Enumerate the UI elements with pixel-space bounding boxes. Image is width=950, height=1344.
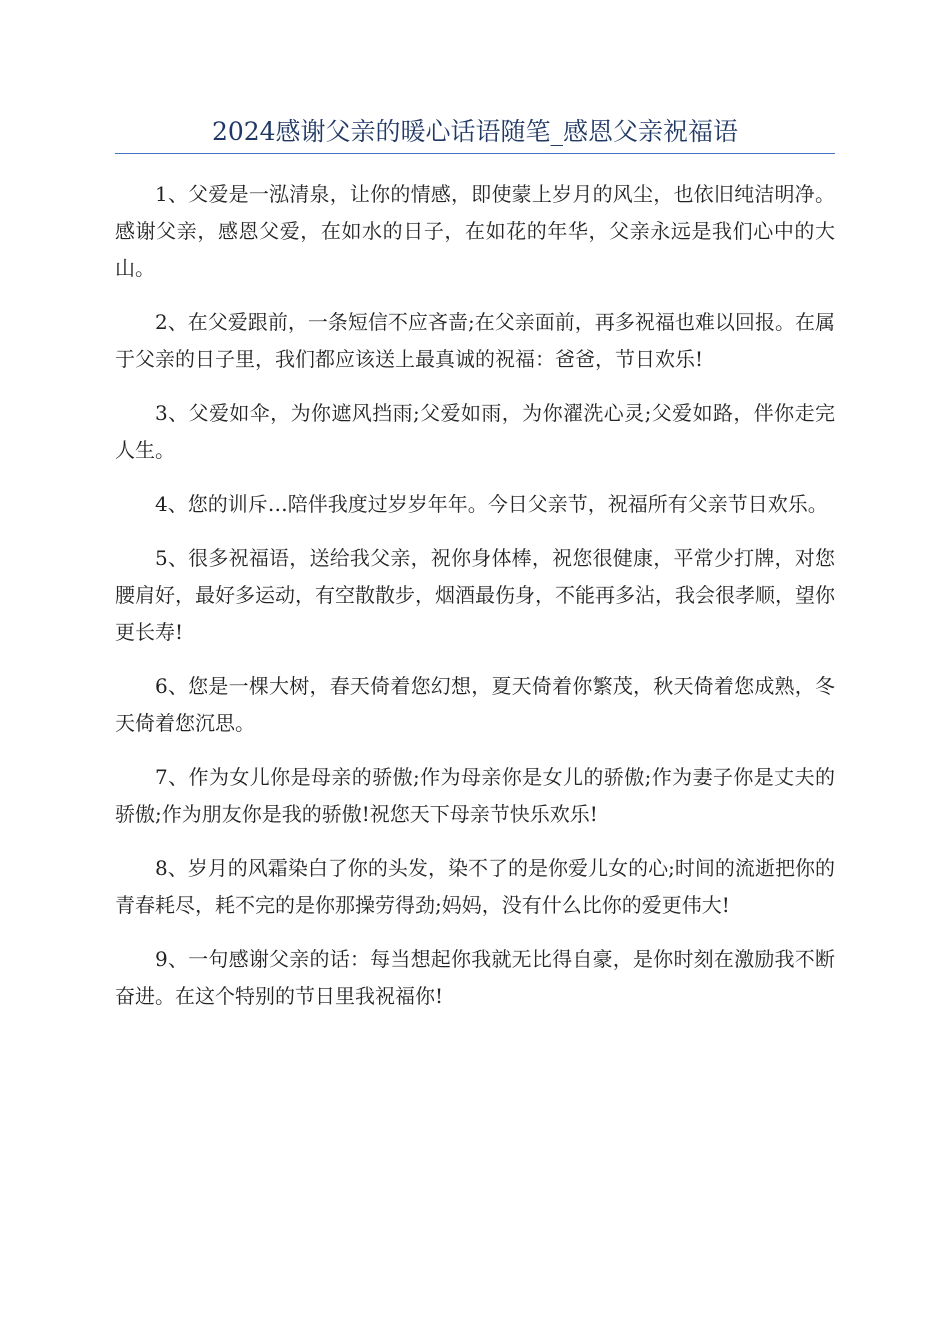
- paragraph-3: 3、父爱如伞，为你遮风挡雨;父爱如雨，为你濯洗心灵;父爱如路，伴你走完人生。: [115, 401, 835, 462]
- paragraph-7: 7、作为女儿你是母亲的骄傲;作为母亲你是女儿的骄傲;作为妻子你是丈夫的骄傲;作为朋友你是我的骄傲!祝您天下母亲节快乐欢乐!: [115, 765, 835, 826]
- paragraph-5: 5、很多祝福语，送给我父亲，祝你身体棒，祝您很健康，平常少打牌，对您腰肩好，最好多运动，有空散散步，烟酒最伤身，不能再多沾，我会很孝顺，望你更长寿!: [115, 546, 835, 644]
- document-title: 2024感谢父亲的暖心话语随笔_感恩父亲祝福语: [211, 117, 739, 146]
- paragraph-9: 9、一句感谢父亲的话：每当想起你我就无比得自豪，是你时刻在激励我不断奋进。在这个特别的节日里我祝福你!: [115, 947, 835, 1008]
- paragraph-6: 6、您是一棵大树，春天倚着您幻想，夏天倚着你繁茂，秋天倚着您成熟，冬天倚着您沉思。: [115, 674, 835, 735]
- paragraph-8: 8、岁月的风霜染白了你的头发，染不了的是你爱儿女的心;时间的流逝把你的青春耗尽，耗不完的是你那操劳得劲;妈妈，没有什么比你的爱更伟大!: [115, 856, 835, 917]
- title-underline: [115, 153, 835, 154]
- paragraph-4: 4、您的训斥…陪伴我度过岁岁年年。今日父亲节，祝福所有父亲节日欢乐。: [155, 492, 828, 516]
- paragraph-2: 2、在父爱跟前，一条短信不应吝啬;在父亲面前，再多祝福也难以回报。在属于父亲的日子里，我们都应该送上最真诚的祝福：爸爸，节日欢乐!: [115, 310, 835, 371]
- document-body: [115, 176, 835, 1032]
- paragraph-1: 1、父爱是一泓清泉，让你的情感，即使蒙上岁月的风尘，也依旧纯洁明净。感谢父亲，感恩父爱，在如水的日子，在如花的年华，父亲永远是我们心中的大山。: [115, 182, 835, 280]
